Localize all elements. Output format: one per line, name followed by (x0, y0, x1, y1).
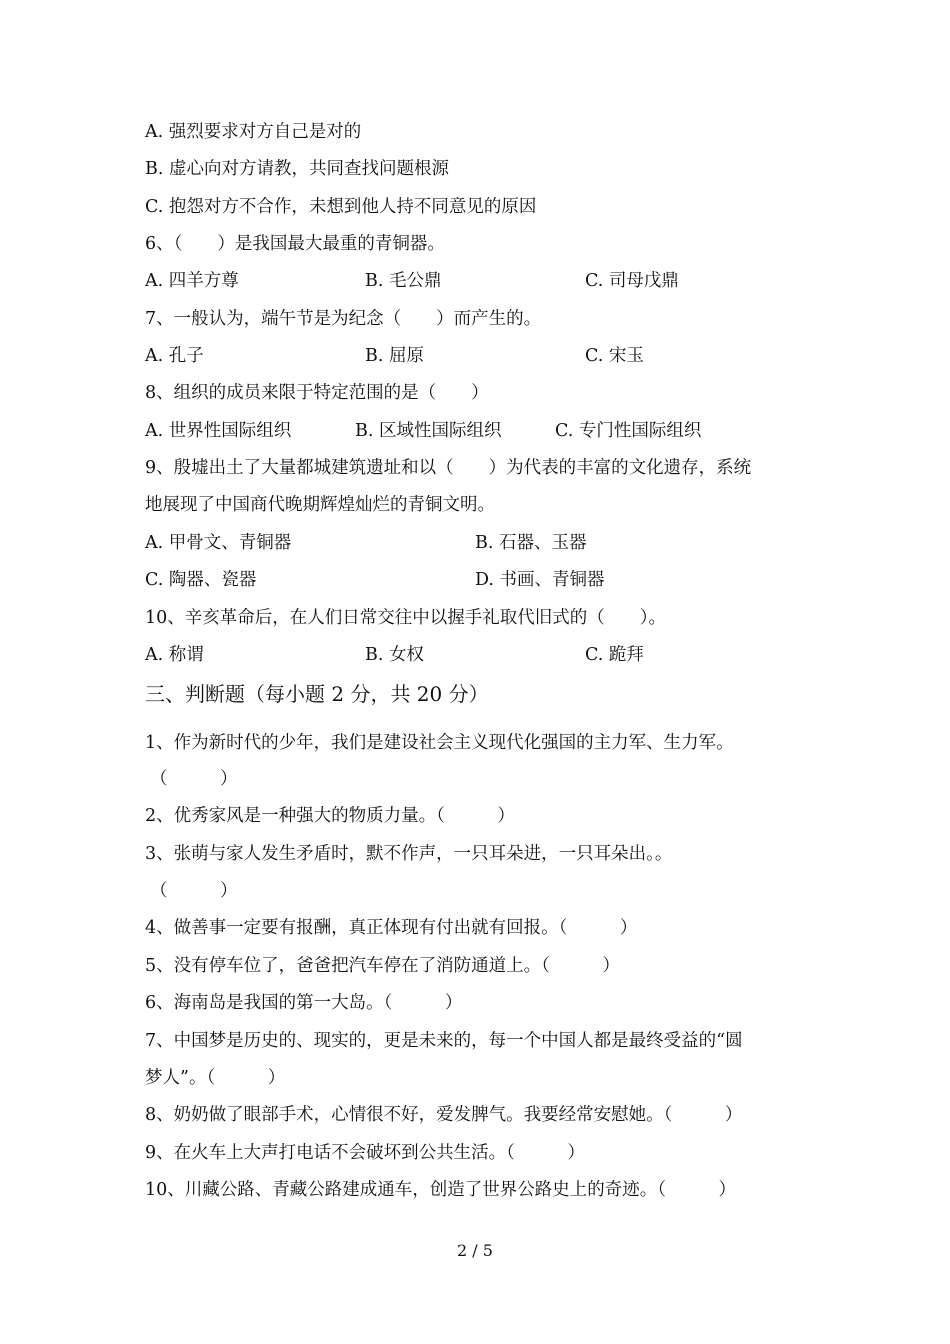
q8-option-b: B. 区域性国际组织 (355, 421, 502, 441)
judgement-1-line-1: 1、作为新时代的少年，我们是建设社会主义现代化强国的主力军、生力军。 (145, 733, 734, 753)
q10-option-b: B. 女权 (365, 645, 424, 665)
judgement-4: 4、做善事一定要有报酬，真正体现有付出就有回报。（ ） (145, 918, 638, 938)
question-9-line-2: 地展现了中国商代晚期辉煌灿烂的青铜文明。 (145, 495, 495, 515)
question-6: 6、（ ）是我国最大最重的青铜器。 (145, 234, 445, 254)
judgement-7-line-1: 7、中国梦是历史的、现实的，更是未来的，每一个中国人都是最终受益的“圆 (145, 1031, 743, 1051)
judgement-8: 8、奶奶做了眼部手术，心情很不好，爱发脾气。我要经常安慰她。（ ） (145, 1105, 743, 1125)
q7-option-c: C. 宋玉 (585, 346, 644, 366)
judgement-1-line-2: （ ） (150, 769, 238, 789)
judgement-10: 10、川藏公路、青藏公路建成通车，创造了世界公路史上的奇迹。（ ） (145, 1180, 737, 1200)
q10-option-c: C. 跪拜 (585, 645, 644, 665)
q9-option-c: C. 陶器、瓷器 (145, 570, 257, 590)
q6-option-b: B. 毛公鼎 (365, 271, 442, 291)
q7-option-a: A. 孔子 (145, 346, 204, 366)
judgement-9: 9、在火车上大声打电话不会破坏到公共生活。（ ） (145, 1143, 585, 1163)
judgement-3-line-1: 3、张萌与家人发生矛盾时，默不作声，一只耳朵进，一只耳朵出。。 (145, 844, 673, 864)
judgement-7-line-2: 梦人”。（ ） (145, 1068, 286, 1088)
q9-option-a: A. 甲骨文、青铜器 (145, 533, 292, 553)
question-10: 10、辛亥革命后，在人们日常交往中以握手礼取代旧式的（ ）。 (145, 608, 667, 628)
q8-option-c: C. 专门性国际组织 (555, 421, 702, 441)
q10-option-a: A. 称谓 (145, 645, 204, 665)
judgement-5: 5、没有停车位了，爸爸把汽车停在了消防通道上。（ ） (145, 956, 620, 976)
judgement-6: 6、海南岛是我国的第一大岛。（ ） (145, 993, 463, 1013)
q5-option-a: A. 强烈要求对方自己是对的 (145, 122, 362, 142)
judgement-2: 2、优秀家风是一种强大的物质力量。（ ） (145, 806, 515, 826)
page-number: 2 / 5 (457, 1241, 493, 1260)
q6-option-a: A. 四羊方尊 (145, 271, 239, 291)
q6-option-c: C. 司母戊鼎 (585, 271, 679, 291)
q5-option-c: C. 抱怨对方不合作，未想到他人持不同意见的原因 (145, 197, 537, 217)
question-9-line-1: 9、殷墟出土了大量都城建筑遗址和以（ ）为代表的丰富的文化遗存，系统 (145, 458, 752, 478)
q9-option-b: B. 石器、玉器 (475, 533, 587, 553)
q5-option-b: B. 虚心向对方请教，共同查找问题根源 (145, 159, 449, 179)
question-8: 8、组织的成员来限于特定范围的是（ ） (145, 383, 489, 403)
judgement-3-line-2: （ ） (150, 881, 238, 901)
q8-option-a: A. 世界性国际组织 (145, 421, 292, 441)
q7-option-b: B. 屈原 (365, 346, 424, 366)
question-7: 7、一般认为，端午节是为纪念（ ）而产生的。 (145, 309, 542, 329)
q9-option-d: D. 书画、青铜器 (475, 570, 605, 590)
section-3-heading: 三、判断题（每小题 2 分，共 20 分） (145, 682, 489, 706)
